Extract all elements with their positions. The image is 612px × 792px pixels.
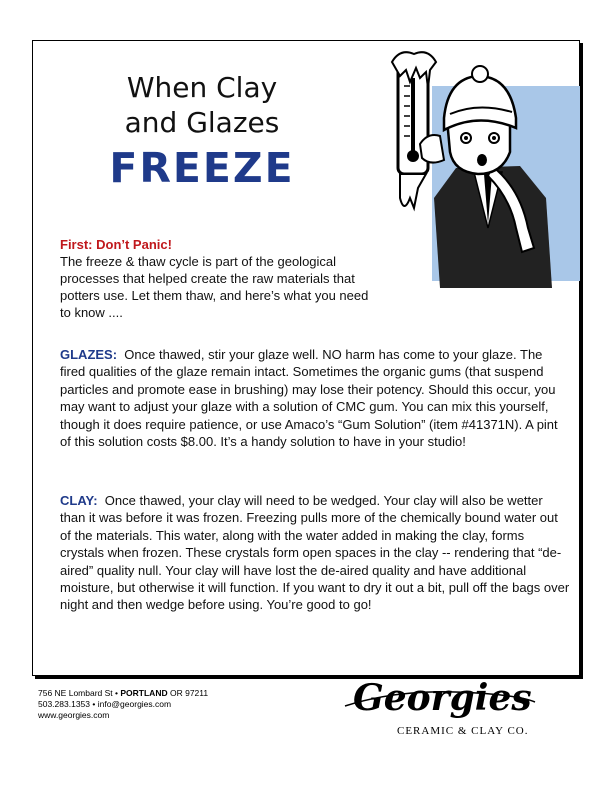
footer-street: 756 NE Lombard St • [38, 688, 118, 698]
intro-paragraph [60, 236, 380, 321]
title-line-1: When Clay [126, 71, 278, 104]
clay-heading: CLAY: [60, 493, 98, 508]
footer-email[interactable]: info@georgies.com [97, 699, 172, 709]
georgies-logo [335, 672, 545, 742]
footer-website[interactable]: www.georgies.com [38, 710, 110, 720]
cartoon-man-thermometer-illustration [370, 48, 580, 288]
title-freeze: FREEZE [109, 144, 295, 192]
clay-body: Once thawed, your clay will need to be wedged. Your clay will also be wetter than it was before it was frozen. Freezing pulls more of the chemically bound water out of the materials. This water, along with the water added in making the clay, forms crystals when frozen. These crystals form open spaces in the clay -- rendering that “de-aired” quality null. Your clay will have lost the de-aired quality and have additional moisture, but otherwise it will function. If you want to dry it out a bit, pull off the bags over night and then wedge before using. You’re good to go! [60, 493, 570, 613]
footer-city: PORTLAND [120, 688, 168, 698]
page-title [92, 70, 312, 192]
footer-address [38, 688, 208, 721]
footer-phone: 503.283.1353 • [38, 699, 96, 709]
intro-body: The freeze & thaw cycle is part of the geological processes that helped create the raw materials that potters use. Let them thaw, and here’s what you need to know .... [60, 254, 369, 320]
title-line-2: and Glazes [124, 106, 280, 139]
logo-tagline: CERAMIC & CLAY CO. [397, 725, 529, 737]
glazes-body: Once thawed, stir your glaze well. NO harm has come to your glaze. The fired qualities of the glaze remain intact. Sometimes the organic gums (that suspend particles and promote ease in brushing) may lose their potency. Should this occur, you may want to adjust your glaze with a solution of CMC gum. You can mix this yourself, though it does require patience, or use Amaco’s “Gum Solution” (item #41371N). A pint of this solution costs $8.00. It’s a handy solution to have in your studio! [60, 347, 558, 450]
clay-section [60, 492, 570, 614]
glazes-section [60, 346, 570, 450]
glazes-heading: GLAZES: [60, 347, 118, 362]
intro-heading: First: Don’t Panic! [60, 237, 172, 252]
logo-wordmark: Georgies [353, 677, 532, 719]
footer-state-zip: OR 97211 [169, 688, 209, 698]
